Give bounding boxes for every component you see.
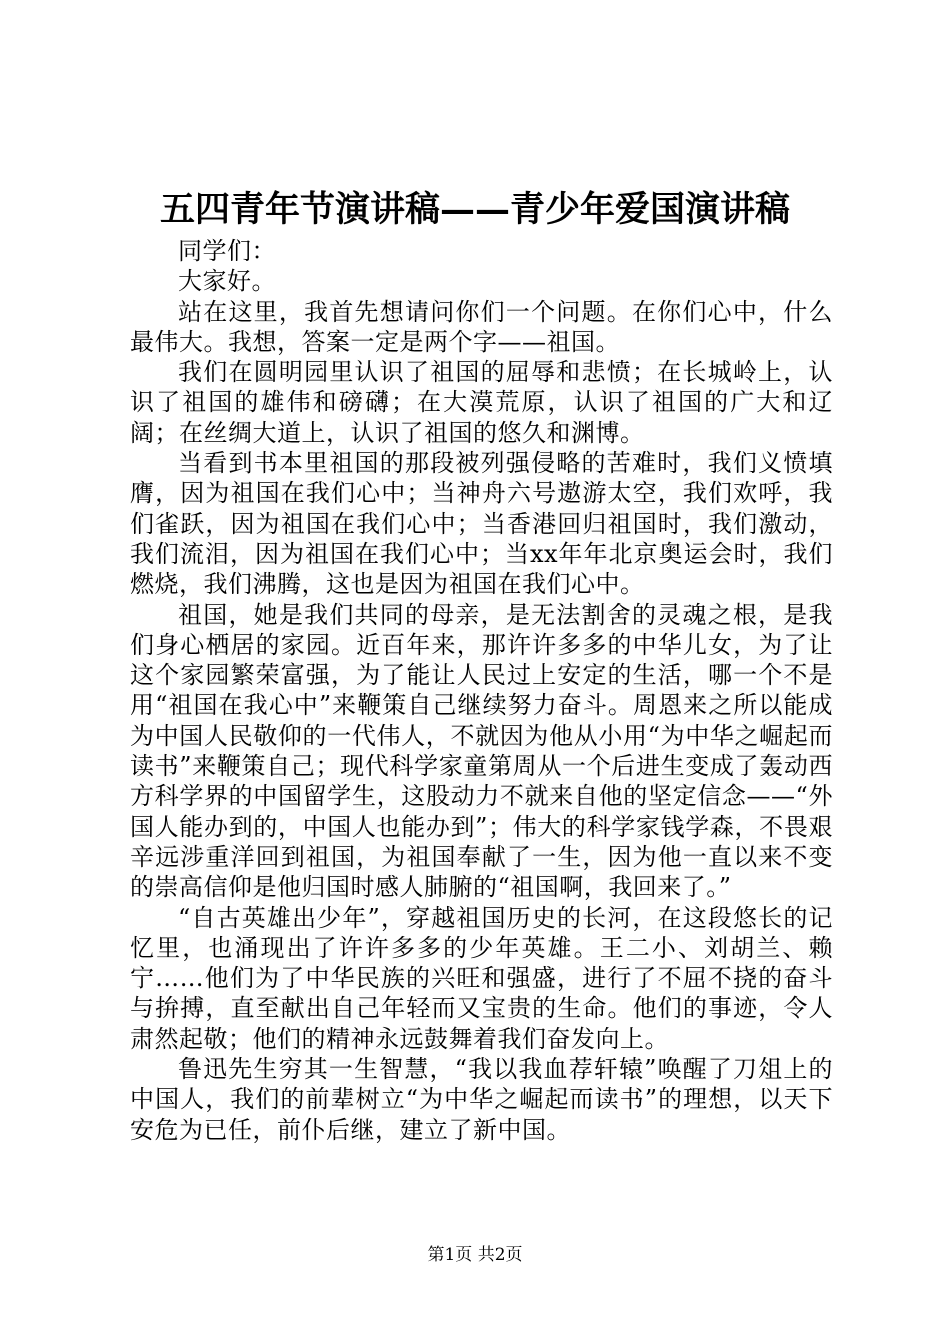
- paragraph: 鲁迅先生穷其一生智慧，“我以我血荐轩辕”唤醒了刀俎上的中国人，我们的前辈树立“为中华之崛起而读书”的理想，以天下安危为已任，前仆后继，建立了新中国。: [130, 1055, 833, 1144]
- document-body: [130, 236, 833, 1145]
- paragraph: 我们在圆明园里认识了祖国的屈辱和悲愤；在长城岭上，认识了祖国的雄伟和磅礴；在大漠荒原，认识了祖国的广大和辽阔；在丝绸大道上，认识了祖国的悠久和渊博。: [130, 358, 833, 447]
- paragraph: 当看到书本里祖国的那段被列强侵略的苦难时，我们义愤填膺，因为祖国在我们心中；当神舟六号遨游太空，我们欢呼，我们雀跃，因为祖国在我们心中；当香港回归祖国时，我们激动，我们流泪，因为祖国在我们心中；当xx年年北京奥运会时，我们燃烧，我们沸腾，这也是因为祖国在我们心中。: [130, 449, 833, 599]
- paragraph-greeting: 同学们：: [178, 237, 276, 265]
- paragraph-hello: 大家好。: [178, 267, 276, 296]
- document-title: 五四青年节演讲稿——青少年爱国演讲稿: [159, 189, 790, 230]
- paragraph: 祖国，她是我们共同的母亲，是无法割舍的灵魂之根，是我们身心栖居的家园。近百年来，那许许多多的中华儿女，为了让这个家园繁荣富强，为了能让人民过上安定的生活，哪一个不是用“祖国在我心中”来鞭策自己继续努力奋斗。周恩来之所以能成为中国人民敬仰的一代伟人，不就因为他从小用“为中华之崛起而读书”来鞭策自己；现代科学家童第周从一个后进生变成了轰动西方科学界的中国留学生，这股动力不就来自他的坚定信念——“外国人能办到的，中国人也能办到”；伟大的科学家钱学森，不畏艰辛远涉重洋回到祖国，为祖国奉献了一生，因为他一直以来不变的崇高信仰是他归国时感人肺腑的“祖国啊，我回来了。”: [130, 600, 833, 902]
- paragraph: 站在这里，我首先想请问你们一个问题。在你们心中，什么最伟大。我想，答案一定是两个字——祖国。: [130, 297, 833, 356]
- paragraph: “自古英雄出少年”，穿越祖国历史的长河，在这段悠长的记忆里，也涌现出了许许多多的少年英雄。王二小、刘胡兰、赖宁……他们为了中华民族的兴旺和强盛，进行了不屈不挠的奋斗与拚搏，直至献出自己年轻而又宝贵的生命。他们的事迹，令人肃然起敬；他们的精神永远鼓舞着我们奋发向上。: [130, 903, 833, 1053]
- page-indicator: 第1页 共2页: [427, 1245, 523, 1265]
